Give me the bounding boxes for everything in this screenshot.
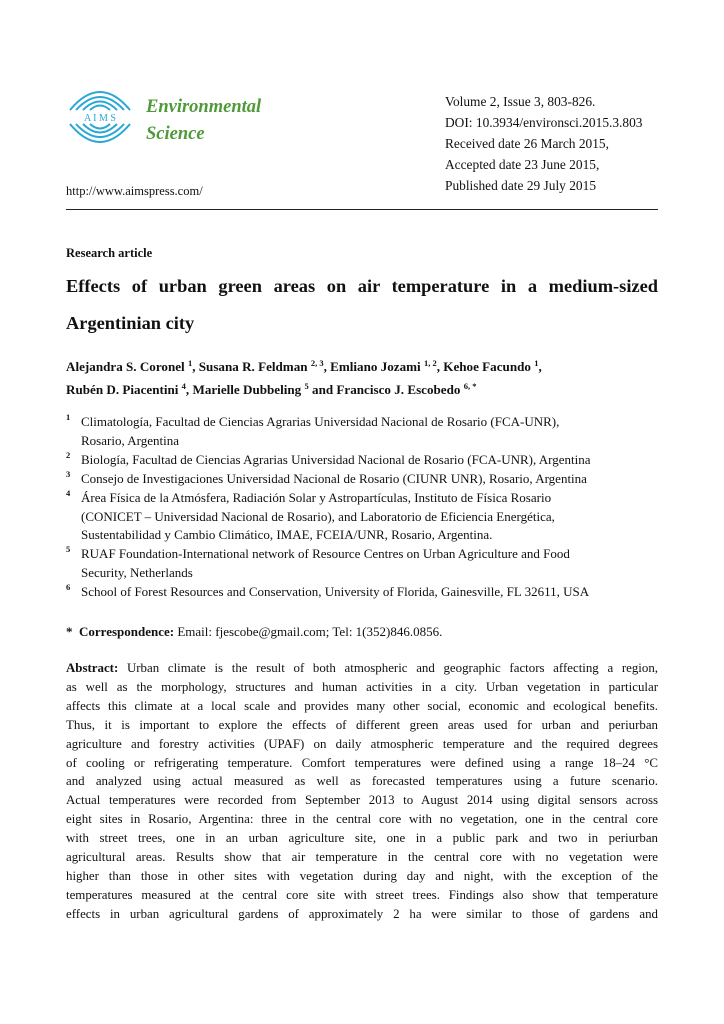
abstract-line: as well as the morphology, structures and human activities in a city. Urban vegetation in particular <box>66 679 658 694</box>
author-name: Susana R. Feldman <box>198 359 311 374</box>
affiliation-number: 2 <box>66 449 71 460</box>
article-meta <box>445 91 643 196</box>
author-affiliation-marker: 4 <box>181 381 186 391</box>
author-separator: , <box>185 382 193 397</box>
author-affiliation-marker: 1 <box>534 358 539 368</box>
abstract-line: eight sites in Rosario, Argentina: three in the central core with no vegetation, one in the central core <box>66 812 658 827</box>
abstract-line: of cooling or refrigerating temperature. Comfort temperatures were defined using a range 18–24 °C <box>66 755 658 770</box>
correspondence-text: Email: fjescobe@gmail.com; Tel: 1(352)846.0856. <box>177 624 443 639</box>
abstract-line: Actual temperatures were recorded from September 2013 to August 2014 using digital sensors across <box>66 793 658 808</box>
author-affiliation-marker: 2, 3 <box>310 358 324 368</box>
accepted-date: Accepted date 23 June 2015, <box>445 157 600 172</box>
affiliation-item <box>66 583 666 602</box>
published-date: Published date 29 July 2015 <box>445 178 597 193</box>
logo-text: A I M S <box>84 113 116 124</box>
affiliation-number: 4 <box>66 487 71 498</box>
affiliation-line: School of Forest Resources and Conservation, University of Florida, Gainesville, FL 32611, USA <box>81 584 590 600</box>
header-divider <box>66 209 658 210</box>
affiliation-line: Climatología, Facultad de Ciencias Agrarias Universidad Nacional de Rosario (FCA-UNR), <box>81 414 560 429</box>
author-name: Rubén D. Piacentini <box>66 382 182 397</box>
journal-name <box>146 94 261 148</box>
abstract-line: higher than those in other sites with vegetation during day and night, with the exception of the <box>66 868 658 883</box>
correspondence-marker: * <box>66 624 73 639</box>
article-title: Effects of urban green areas on air temperature in a medium-sized Argentinian city <box>66 276 658 333</box>
author-name: Francisco J. Escobedo <box>336 382 464 397</box>
author-list <box>66 355 666 401</box>
correspondence-label: Correspondence: <box>79 624 175 639</box>
article-type: Research article <box>66 246 153 260</box>
author-separator: , <box>323 359 331 374</box>
author-name: Emliano Jozami <box>330 359 424 374</box>
received-date: Received date 26 March 2015, <box>445 136 609 151</box>
abstract <box>66 659 658 924</box>
abstract-line: agricultural areas. Results show that air temperature in the central core with no vegetation were <box>66 850 658 865</box>
affiliation-item <box>66 451 666 470</box>
aims-logo <box>66 80 134 154</box>
author-affiliation-marker: 1, 2 <box>423 358 437 368</box>
abstract-line: effects in urban agricultural gardens of approximately 2 ha were similar to those of gardens and <box>66 906 658 921</box>
correspondence <box>66 624 442 640</box>
affiliation-number: 5 <box>66 544 71 555</box>
affiliation-line: (CONICET – Universidad Nacional de Rosario), and Laboratorio de Eficiencia Energética, <box>81 508 555 524</box>
journal-name-line2: Science <box>146 124 205 144</box>
doi: DOI: 10.3934/environsci.2015.3.803 <box>445 115 643 130</box>
author-name: Alejandra S. Coronel <box>66 359 188 374</box>
affiliation-item <box>66 413 666 451</box>
journal-name-line1: Environmental <box>146 97 262 117</box>
affiliation-item <box>66 470 666 489</box>
abstract-line: Abstract: Urban climate is the result of both atmospheric and geographic factors affecting a region, <box>66 661 658 675</box>
author-affiliation-marker: 5 <box>304 381 309 391</box>
abstract-line: and analyzed using actual measured as well as forecasted temperatures using a future scenario. <box>66 774 658 789</box>
volume-info: Volume 2, Issue 3, 803-826. <box>445 94 596 109</box>
affiliation-line: Security, Netherlands <box>81 565 193 581</box>
affiliation-item <box>66 489 666 546</box>
affiliation-list <box>66 413 666 602</box>
abstract-line: Thus, it is important to explore the effects of different green areas used for urban and periurban <box>66 717 658 732</box>
affiliation-number: 3 <box>66 468 71 479</box>
author-separator: , <box>538 359 542 374</box>
author-affiliation-marker: 6, * <box>463 381 477 391</box>
affiliation-line: Consejo de Investigaciones Universidad Nacional de Rosario (CIUNR UNR), Rosario, Argentina <box>81 470 587 486</box>
abstract-line: agriculture and forestry activities (UPAF) on daily atmospheric temperature and the required degrees <box>66 736 658 751</box>
aims-logo-icon <box>66 80 134 154</box>
affiliation-item <box>66 545 666 583</box>
author-separator: and <box>308 382 337 397</box>
abstract-line: with street trees, one in an urban agriculture site, one in a public park and two in periurban <box>66 831 658 846</box>
journal-url[interactable]: http://www.aimspress.com/ <box>66 184 203 198</box>
affiliation-line: Biología, Facultad de Ciencias Agrarias Universidad Nacional de Rosario (FCA-UNR), Argentina <box>81 451 591 467</box>
author-separator: , <box>436 359 444 374</box>
author-affiliation-marker: 1 <box>187 358 193 368</box>
affiliation-line: Área Física de la Atmósfera, Radiación Solar y Astropartículas, Instituto de Física Rosario <box>81 489 552 505</box>
author-separator: , <box>192 359 199 374</box>
affiliation-line: RUAF Foundation-International network of Resource Centres on Urban Agriculture and Food <box>81 546 570 562</box>
abstract-line: affects this climate at a local scale and provides many other social, economic and ecological benefits. <box>66 698 658 713</box>
author-name: Kehoe Facundo <box>443 359 535 374</box>
affiliation-number: 6 <box>66 582 71 593</box>
author-name: Marielle Dubbeling <box>192 382 305 397</box>
abstract-line: temperatures measured at the central core site with street trees. Findings also show that temperature <box>66 887 658 902</box>
abstract-label: Abstract: <box>66 661 127 675</box>
affiliation-number: 1 <box>66 412 71 422</box>
affiliation-line: Sustentabilidad y Cambio Climático, IMAE, FCEIA/UNR, Rosario, Argentina. <box>81 527 493 543</box>
affiliation-line: Rosario, Argentina <box>81 432 179 448</box>
